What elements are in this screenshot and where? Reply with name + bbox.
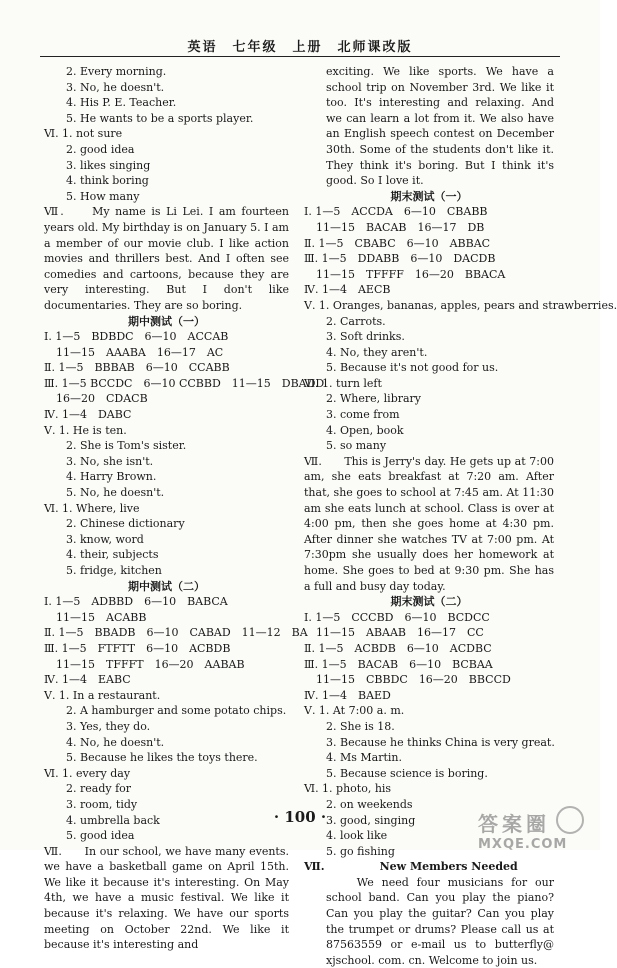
watermark-line1: 答案圈 [478, 812, 550, 836]
answer-line: 4. No, they aren't. [326, 345, 428, 359]
answer-line: Ⅱ. 1—5 CBABC 6—10 ABBAC [304, 236, 491, 250]
answer-line: 2. on weekends [326, 797, 413, 811]
answer-line: 4. No, he doesn't. [66, 735, 165, 749]
answer-line: 11—15 CBBDC 16—20 BBCCD [316, 673, 511, 687]
answer-line: Ⅳ. 1—4 BAED [304, 688, 391, 702]
answer-paragraph: Ⅶ. This is Jerry's day. He gets up at 7:00 am, she eats breakfast at 7:20 am. After that, she goes to school at 7:45 am. At 11:30 am she eats lunch at school. Class is over at 4:00 pm, then she goes home at 4:30 pm. After dinner she watches TV at 7:00 pm. At 7:30pm she usually does her homework at home. She goes to bed at 9:30 pm. She has a full and busy day today. [304, 454, 554, 593]
answer-line: 11—15 ABAAB 16—17 CC [316, 626, 484, 640]
answer-paragraph: Ⅶ. In our school, we have many events. we have a basketball game on April 15th. We like it because it's interesting. On May 4th, we have a music festival. We like it because it's relaxing. We have our sports meeting on October 22nd. We like it because it's interesting and [44, 844, 289, 952]
answer-line: Ⅱ. 1—5 BBBAB 6—10 CCABB [44, 361, 230, 375]
answer-line: Ⅵ. 1. Where, live [44, 501, 140, 515]
answer-line: 5. Because he likes the toys there. [66, 751, 258, 765]
answer-line: 5. How many [66, 189, 140, 203]
watermark-ring [556, 806, 584, 834]
answer-line: 3. come from [326, 408, 400, 422]
answer-line: Ⅲ. 1—5 BCCDC 6—10 CCBBD 11—15 DBADD [44, 376, 325, 390]
answer-line: 4. think boring [66, 174, 149, 188]
answer-line: 5. good idea [66, 829, 135, 843]
section-heading: 期中测试（二） [128, 579, 205, 593]
answer-line: Ⅳ. 1—4 EABC [44, 673, 131, 687]
answer-paragraph: We need four musicians for our school band. Can you play the piano? Can you play the guitar? Can you play the trumpet or drums? Please call us at 87563559 or e-mail us to butterfly@ xjschool. com. cn. Welcome to join us. [326, 875, 554, 967]
answer-line: 11—15 TFFFT 16—20 AABAB [56, 657, 245, 671]
answer-line: 4. Harry Brown. [66, 470, 157, 484]
answer-line: Ⅰ. 1—5 ACCDA 6—10 CBABB [304, 205, 488, 219]
answer-line: 3. good, singing [326, 813, 416, 827]
answer-line: 5. Because science is boring. [326, 766, 488, 780]
answer-line: Ⅵ. 1. photo, his [304, 782, 392, 796]
answer-line: 3. No, she isn't. [66, 454, 154, 468]
answer-line: 5. Because it's not good for us. [326, 361, 499, 375]
answer-line: 16—20 CDACB [56, 392, 148, 406]
answer-line: 2. good idea [66, 142, 135, 156]
answer-line: 2. She is Tom's sister. [66, 439, 187, 453]
answer-line: Ⅴ. 1. At 7:00 a. m. [304, 704, 405, 718]
answer-line: 2. Chinese dictionary [66, 517, 185, 531]
page-number: · 100 · [273, 808, 327, 826]
answer-line: Ⅱ. 1—5 BBADB 6—10 CABAD 11—12 BA [44, 626, 308, 640]
answer-line: 3. No, he doesn't. [66, 80, 165, 94]
answer-line: Ⅲ. 1—5 DDABB 6—10 DACDB [304, 252, 496, 266]
answer-line: 11—15 TFFFF 16—20 BBACA [316, 267, 506, 281]
answer-line: Ⅴ. 1. Oranges, bananas, apples, pears and strawberries. [304, 298, 617, 312]
watermark-line2: MXQE.COM [478, 837, 568, 852]
answer-line: 4. umbrella back [66, 813, 160, 827]
answer-line: Ⅲ. 1—5 BACAB 6—10 BCBAA [304, 657, 493, 671]
section-heading: 期中测试（一） [128, 314, 205, 328]
answer-line: 3. likes singing [66, 158, 151, 172]
answer-line: 3. Yes, they do. [66, 719, 151, 733]
answer-line: Ⅵ. 1. every day [44, 766, 131, 780]
answer-line: 4. Open, book [326, 423, 404, 437]
answer-line: 2. Every morning. [66, 65, 167, 78]
answer-line: 2. Carrots. [326, 314, 386, 328]
answer-line: 2. She is 18. [326, 719, 395, 733]
answer-line: 5. so many [326, 439, 387, 453]
answer-line: 3. room, tidy [66, 797, 138, 811]
header-title: 英语 七年级 上册 北师课改版 [187, 40, 413, 55]
answer-line: 11—15 BACAB 16—17 DB [316, 220, 485, 234]
section-heading: 期末测试（一） [390, 189, 468, 203]
answer-line: 2. A hamburger and some potato chips. [66, 704, 287, 718]
answer-line: 5. No, he doesn't. [66, 486, 165, 500]
answer-line: 4. look like [326, 829, 388, 843]
answer-line: Ⅳ. 1—4 DABC [44, 408, 132, 422]
answer-line: 3. Because he thinks China is very great. [326, 735, 555, 749]
answer-line: Ⅰ. 1—5 CCCBD 6—10 BCDCC [304, 610, 490, 624]
answer-paragraph: Ⅶ. My name is Li Lei. I am fourteen years old. My birthday is on January 5. I am a member of our movie club. I like action movies and thrillers best. And I often see comedies and cartoons, because they are very interesting. But I don't like documentaries. They are so boring. [44, 205, 289, 312]
answer-line: 5. fridge, kitchen [66, 564, 162, 577]
answer-line: 3. Soft drinks. [326, 330, 405, 344]
answer-line: Ⅰ. 1—5 ADBBD 6—10 BABCA [44, 595, 228, 609]
answer-line: 11—15 ACABB [56, 610, 147, 624]
answer-line: Ⅳ. 1—4 AECB [304, 283, 391, 297]
section-heading: 期末测试（二） [390, 595, 468, 609]
answer-line: 4. their, subjects [66, 548, 159, 562]
answer-line: 5. go fishing [326, 844, 395, 858]
answer-line: Ⅱ. 1—5 ACBDB 6—10 ACDBC [304, 641, 492, 655]
answer-line: 4. Ms Martin. [326, 751, 402, 765]
answer-line: 2. ready for [66, 782, 132, 796]
answer-line: 5. He wants to be a sports player. [66, 111, 254, 125]
answer-line: Ⅵ. 1. turn left [304, 376, 382, 390]
answer-line: Ⅶ. New Members Needed [304, 860, 518, 874]
answer-paragraph: exciting. We like sports. We have a school trip on November 3rd. We like it too. It's interesting and relaxing. And we can learn a lot from it. We also have an English speech contest on December 30th. Some of the students don't like it. They think it's boring. But I think it's good. So I love it. [326, 65, 554, 188]
answer-line: 11—15 AAABA 16—17 AC [56, 345, 224, 359]
answer-line: 2. Where, library [326, 392, 422, 406]
answer-line: 3. know, word [66, 532, 144, 546]
page-header [0, 36, 600, 55]
answer-line: Ⅲ. 1—5 FTFTT 6—10 ACBDB [44, 641, 231, 655]
watermark-logo [478, 808, 588, 852]
answer-line: Ⅵ. 1. not sure [44, 127, 123, 141]
answer-line: 4. His P. E. Teacher. [66, 96, 177, 110]
answer-line: Ⅰ. 1—5 BDBDC 6—10 ACCAB [44, 330, 229, 344]
header-rule [40, 56, 560, 57]
answer-line: Ⅴ. 1. In a restaurant. [44, 688, 161, 702]
answer-line: Ⅴ. 1. He is ten. [44, 423, 127, 437]
